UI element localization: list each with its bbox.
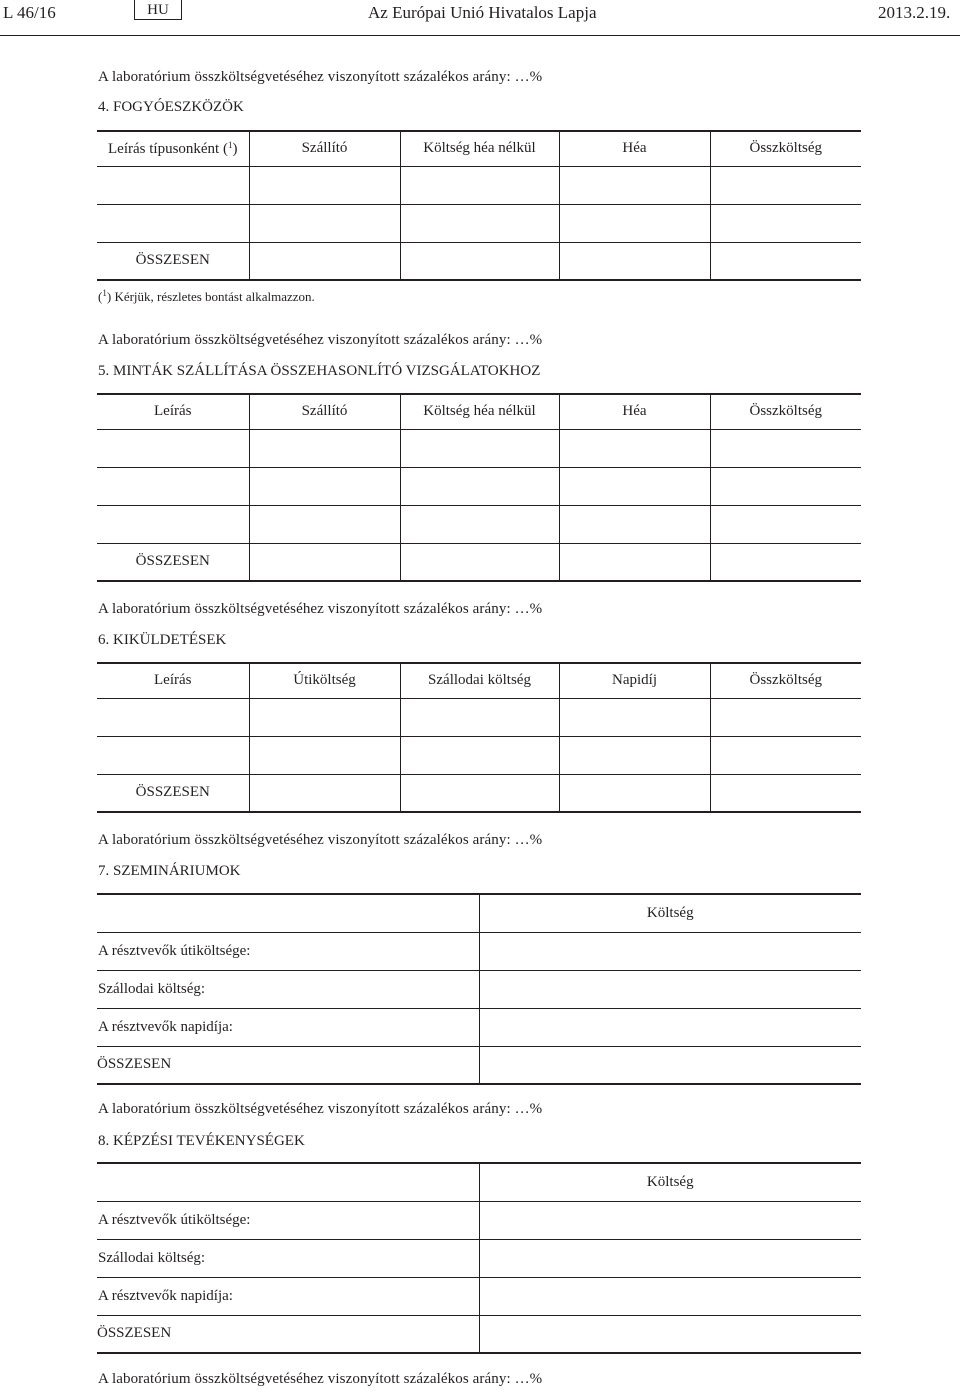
ratio-line-6: A laboratórium összköltségvetéséhez viszonyított százalékos arány: …%	[98, 832, 543, 848]
table-row	[97, 505, 861, 543]
journal-title: Az Európai Unió Hivatalos Lapja	[368, 3, 597, 22]
col-header: Leírás	[97, 394, 249, 429]
total-row	[97, 774, 861, 812]
row-label: Szállodai költség:	[97, 970, 479, 1008]
page-header	[0, 0, 960, 36]
table-row	[97, 1277, 861, 1315]
footnote: ($^1$) Kérjük, részletes bontást alkalmazzon.	[98, 288, 315, 304]
col-header-description: Leírás típusonként ($^1$)	[97, 131, 249, 166]
table-row	[97, 204, 861, 242]
table-row	[97, 932, 861, 970]
total-row	[97, 242, 861, 280]
table-row	[97, 1008, 861, 1046]
total-label: ÖSSZESEN	[97, 1315, 479, 1353]
total-row	[97, 1315, 861, 1353]
table-row	[97, 698, 861, 736]
table-header-row	[97, 131, 861, 166]
row-label: Szállodai költség:	[97, 1239, 479, 1277]
language-badge: HU	[134, 0, 182, 20]
table-header-row	[97, 663, 861, 698]
table-header-row	[97, 394, 861, 429]
table-row	[97, 467, 861, 505]
row-label: A résztvevők útiköltsége:	[97, 1201, 479, 1239]
table-row	[97, 1239, 861, 1277]
ratio-line-7: A laboratórium összköltségvetéséhez viszonyított százalékos arány: …%	[98, 1101, 543, 1117]
section-7-title: 7. SZEMINÁRIUMOK	[98, 863, 241, 879]
ratio-line-5: A laboratórium összköltségvetéséhez viszonyított százalékos arány: …%	[98, 601, 543, 617]
col-header-cost: Költség	[479, 894, 861, 932]
col-header-cost: Költség	[479, 1163, 861, 1201]
section-6-title: 6. KIKÜLDETÉSEK	[98, 632, 227, 648]
training-table	[97, 1162, 861, 1354]
col-header: Leírás	[97, 663, 249, 698]
table-header-row	[97, 1163, 861, 1201]
total-row	[97, 1046, 861, 1084]
section-4-title: 4. FOGYÓESZKÖZÖK	[98, 99, 244, 115]
publication-date: 2013.2.19.	[878, 3, 951, 22]
table-row	[97, 429, 861, 467]
missions-table	[97, 662, 861, 813]
consumables-table	[97, 130, 861, 281]
section-5-title: 5. MINTÁK SZÁLLÍTÁSA ÖSSZEHASONLÍTÓ VIZSGÁLATOKHOZ	[98, 363, 541, 379]
col-header: Szállító	[249, 394, 400, 429]
ratio-line-4: A laboratórium összköltségvetéséhez viszonyított százalékos arány: …%	[98, 332, 543, 348]
table-header-row	[97, 894, 861, 932]
total-row	[97, 543, 861, 581]
col-header: Összköltség	[710, 663, 861, 698]
col-header: Költség héa nélkül	[400, 394, 559, 429]
page-reference: L 46/16	[3, 3, 56, 22]
total-label: ÖSSZESEN	[97, 1046, 479, 1084]
row-label: A résztvevők napidíja:	[97, 1008, 479, 1046]
table-row	[97, 166, 861, 204]
ratio-line-8: A laboratórium összköltségvetéséhez viszonyított százalékos arány: …%	[98, 1371, 543, 1387]
col-header: Héa	[559, 394, 710, 429]
col-header: Héa	[559, 131, 710, 166]
col-header: Szállodai költség	[400, 663, 559, 698]
col-header: Összköltség	[710, 394, 861, 429]
col-header: Útiköltség	[249, 663, 400, 698]
table-row	[97, 970, 861, 1008]
col-header: Szállító	[249, 131, 400, 166]
section-8-title: 8. KÉPZÉSI TEVÉKENYSÉGEK	[98, 1133, 305, 1149]
total-label: ÖSSZESEN	[97, 774, 249, 812]
total-label: ÖSSZESEN	[97, 242, 249, 280]
table-row	[97, 1201, 861, 1239]
table-row	[97, 736, 861, 774]
row-label: A résztvevők napidíja:	[97, 1277, 479, 1315]
col-header: Napidíj	[559, 663, 710, 698]
seminars-table	[97, 893, 861, 1085]
col-header: Költség héa nélkül	[400, 131, 559, 166]
row-label: A résztvevők útiköltsége:	[97, 932, 479, 970]
total-label: ÖSSZESEN	[97, 543, 249, 581]
col-header: Összköltség	[710, 131, 861, 166]
sample-shipping-table	[97, 393, 861, 582]
ratio-line-3: A laboratórium összköltségvetéséhez viszonyított százalékos arány: …%	[98, 69, 543, 85]
